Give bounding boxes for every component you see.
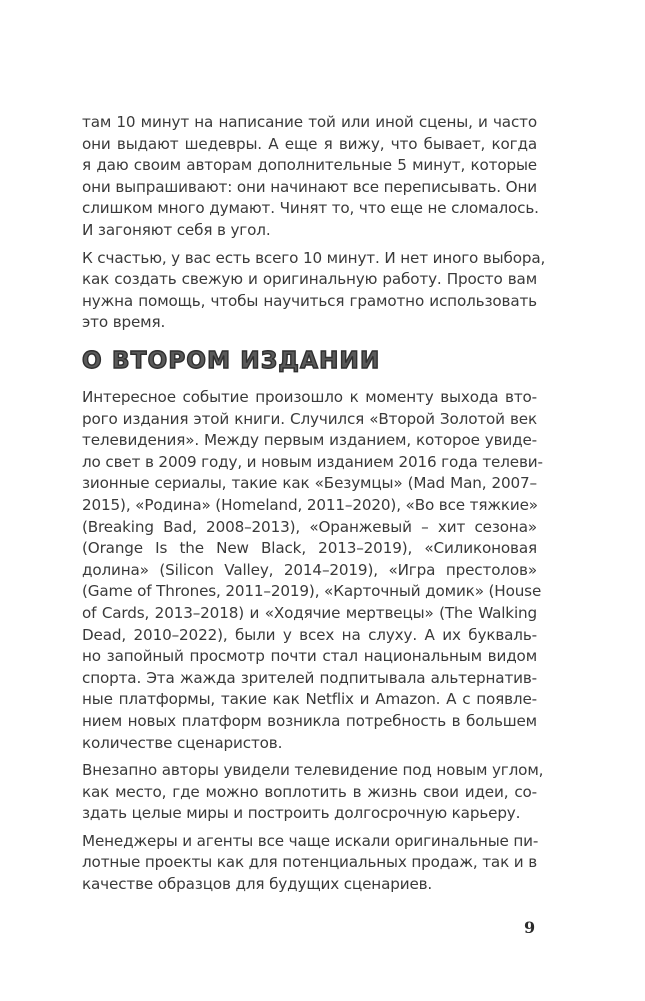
intro-text-block (82, 112, 546, 340)
text-line: качестве образцов для будущих сценариев. (82, 875, 433, 894)
text-line: Интересное событие произошло к моменту выхода вто- (82, 388, 537, 406)
text-line: of Cards, 2013–2018) и «Ходячие мертвецы» (The Walking (82, 603, 537, 622)
text-line: (Game of Thrones, 2011–2019), «Карточный домик» (House (82, 582, 542, 601)
text-line: И загоняют себя в угол. (82, 220, 271, 239)
page-number: 9 (524, 918, 536, 937)
text-line: 2015), «Родина» (Homeland, 2011–2020), «Во все тяжкие» (82, 495, 538, 514)
text-line: телевидения». Между первым изданием, которое увиде- (82, 431, 537, 450)
text-line: там 10 минут на написание той или иной сцены, и часто (82, 113, 537, 131)
text-line: К счастью, у вас есть всего 10 минут. И нет иного выбора, (82, 248, 546, 267)
text-line: как место, где можно воплотить в жизнь свои идеи, со- (82, 782, 537, 801)
paragraph-intro-1 (82, 112, 537, 242)
text-line: Внезапно авторы увидели телевидение под новым углом, (82, 761, 544, 780)
section-heading: О ВТОРОМ ИЗДАНИИ (82, 348, 381, 374)
text-line: зионные сериалы, такие как «Безумцы» (Mad Man, 2007– (82, 474, 537, 493)
paragraph-section-3 (82, 831, 537, 896)
text-line: они выдают шедевры. А еще я вижу, что бывает, когда (82, 134, 537, 153)
text-line: как создать свежую и оригинальную работу. Просто вам (82, 270, 537, 289)
text-line: рого издания этой книги. Случился «Второй Золотой век (82, 409, 537, 428)
text-line: нием новых платформ возникла потребность в большем (82, 711, 537, 730)
text-line: нужна помощь, чтобы научиться грамотно использовать (82, 291, 537, 310)
paragraph-section-2 (82, 760, 544, 825)
paragraph-section-1 (82, 387, 543, 754)
text-line: я даю своим авторам дополнительные 5 минут, которые (82, 156, 537, 175)
text-line: это время. (82, 313, 166, 332)
text-line: Менеджеры и агенты все чаще искали оригинальные пи- (82, 831, 539, 850)
text-line: (Breaking Bad, 2008–2013), «Оранжевый – хит сезона» (82, 517, 537, 536)
text-line: Dead, 2010–2022), были у всех на слуху. А их букваль- (82, 625, 537, 644)
text-line: ло свет в 2009 году, и новым изданием 2016 года телеви- (82, 452, 543, 471)
text-line: (Orange Is the New Black, 2013–2019), «Силиконовая (82, 539, 537, 558)
text-line: долина» (Silicon Valley, 2014–2019), «Игра престолов» (82, 560, 537, 579)
text-line: спорта. Эта жажда зрителей подпитывала альтернатив- (82, 668, 537, 687)
text-line: здать целые миры и построить долгосрочную карьеру. (82, 804, 521, 823)
paragraph-intro-2 (82, 248, 546, 334)
text-line: ные платформы, такие как Netflix и Amazon. А с появле- (82, 690, 537, 709)
section-text-block (82, 387, 544, 902)
text-line: они выпрашивают: они начинают все переписывать. Они (82, 177, 537, 196)
text-line: количестве сценаристов. (82, 733, 283, 752)
text-line: лотные проекты как для потенциальных продаж, так и в (82, 853, 537, 872)
text-line: слишком много думают. Чинят то, что еще не сломалось. (82, 199, 539, 218)
text-line: но запойный просмотр почти стал национальным видом (82, 647, 537, 666)
